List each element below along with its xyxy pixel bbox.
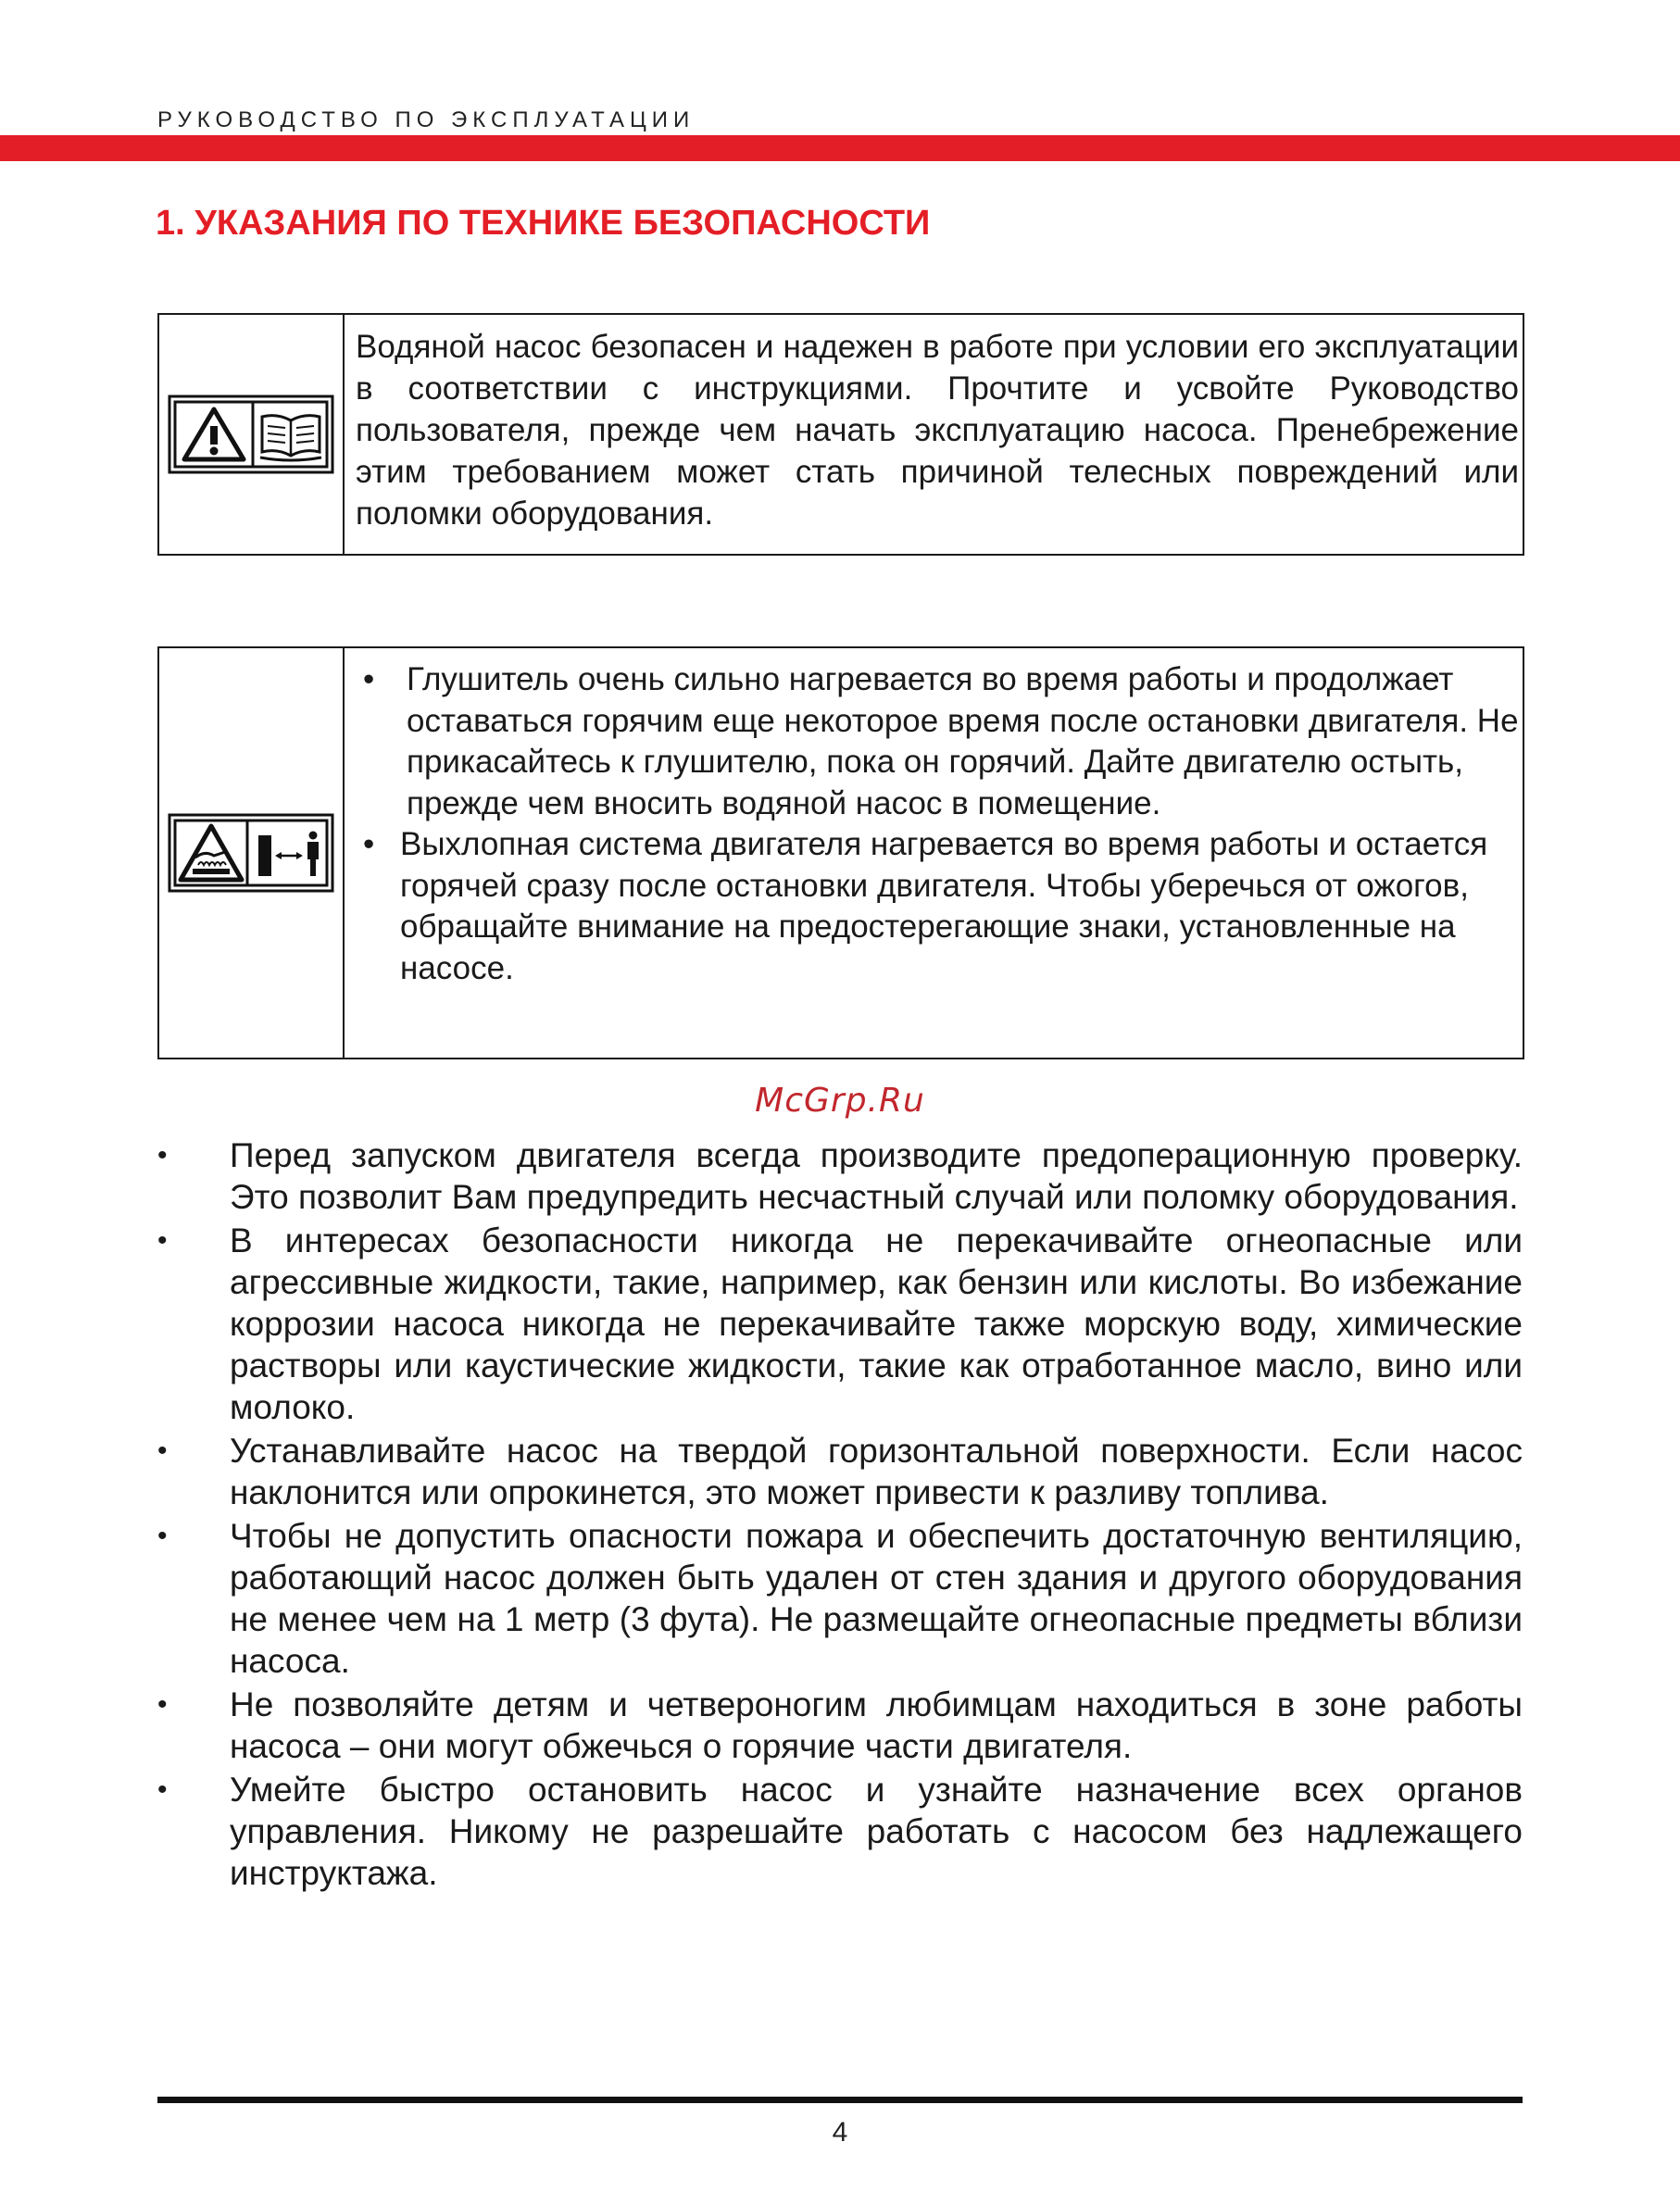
list-item-text: Перед запуском двигателя всегда производите предоперационную проверку. Это позволит Вам предупредить несчастный случай или поломку оборудования. <box>230 1136 1523 1216</box>
bullet-dot: • <box>157 1689 168 1720</box>
list-item <box>157 1684 1523 1767</box>
list-item <box>157 1515 1523 1682</box>
bullet-dot: • <box>363 661 375 697</box>
list-item-text: Умейте быстро остановить насос и узнайте назначение всех органов управления. Никому не разрешайте работать с насосом без надлежащего инструктажа. <box>230 1771 1523 1892</box>
bullet-dot: • <box>157 1140 168 1171</box>
list-item <box>157 1769 1523 1894</box>
safety-notice-hot-muffler <box>157 646 1524 1059</box>
notice-list <box>345 648 1523 1058</box>
header-accent-bar <box>0 135 1680 161</box>
bullet-dot: • <box>157 1225 168 1256</box>
watermark: McGrp.Ru <box>755 1082 925 1120</box>
warning-read-manual-icon <box>168 395 334 474</box>
bullet-dot: • <box>157 1774 168 1805</box>
notice-paragraph: Водяной насос безопасен и надежен в работе при условии его эксплуатации в соответствии с инструкциями. Прочтите и усвойте Руководство пользователя, прежде чем начать эксплуатацию насоса. Пренебрежение этим требованием может стать причиной телесных повреждений или поломки оборудования. <box>356 329 1519 532</box>
section-title: 1. УКАЗАНИЯ ПО ТЕХНИКЕ БЕЗОПАСНОСТИ <box>156 204 931 243</box>
page-number: 4 <box>832 2117 848 2148</box>
bullet-dot: • <box>157 1435 168 1466</box>
notice-list-item <box>356 659 1519 824</box>
hot-surface-keep-distance-icon <box>168 813 334 893</box>
notice-item-text: Выхлопная система двигателя нагревается во время работы и остается горячей сразу после остановки двигателя. Чтобы уберечься от ожогов, обращайте внимание на предостерегающие знаки, установленные на насосе. <box>400 826 1488 986</box>
list-item-text: В интересах безопасности никогда не перекачивайте огнеопасные или агрессивные жидкости, такие, например, как бензин или кислоты. Во избежание коррозии насоса никогда не перекачивайте также морскую воду, химические растворы или каустические жидкости, такие как отработанное масло, вино или молоко. <box>230 1222 1523 1426</box>
list-item-text: Не позволяйте детям и четвероногим любимцам находиться в зоне работы насоса – они могут обжечься о горячие части двигателя. <box>230 1685 1523 1765</box>
list-item <box>157 1134 1523 1218</box>
list-item <box>157 1220 1523 1428</box>
bullet-dot: • <box>363 826 375 862</box>
notice-item-text: Глушитель очень сильно нагревается во время работы и продолжает оставаться горячим еще некоторое время после остановки двигателя. Не прикасайтесь к глушителю, пока он горячий. Дайте двигателю остыть, прежде чем вносить водяной насос в помещение. <box>407 661 1519 821</box>
notice-list-item <box>356 824 1519 989</box>
safety-notice-manual <box>157 313 1524 556</box>
notice-icon-cell <box>159 315 345 554</box>
list-item-text: Устанавливайте насос на твердой горизонтальной поверхности. Если насос наклонится или опрокинется, это может привести к разливу топлива. <box>230 1432 1523 1511</box>
bullet-dot: • <box>157 1521 168 1551</box>
list-item-text: Чтобы не допустить опасности пожара и обеспечить достаточную вентиляцию, работающий насос должен быть удален от стен здания и другого оборудования не менее чем на 1 метр (3 фута). Не размещайте огнеопасные предметы вблизи насоса. <box>230 1517 1523 1680</box>
safety-bullet-list <box>157 1134 1523 1896</box>
notice-icon-cell <box>159 648 345 1058</box>
running-header: РУКОВОДСТВО ПО ЭКСПЛУАТАЦИИ <box>157 107 696 132</box>
footer-rule <box>157 2097 1523 2103</box>
notice-text <box>345 315 1523 554</box>
list-item <box>157 1430 1523 1513</box>
